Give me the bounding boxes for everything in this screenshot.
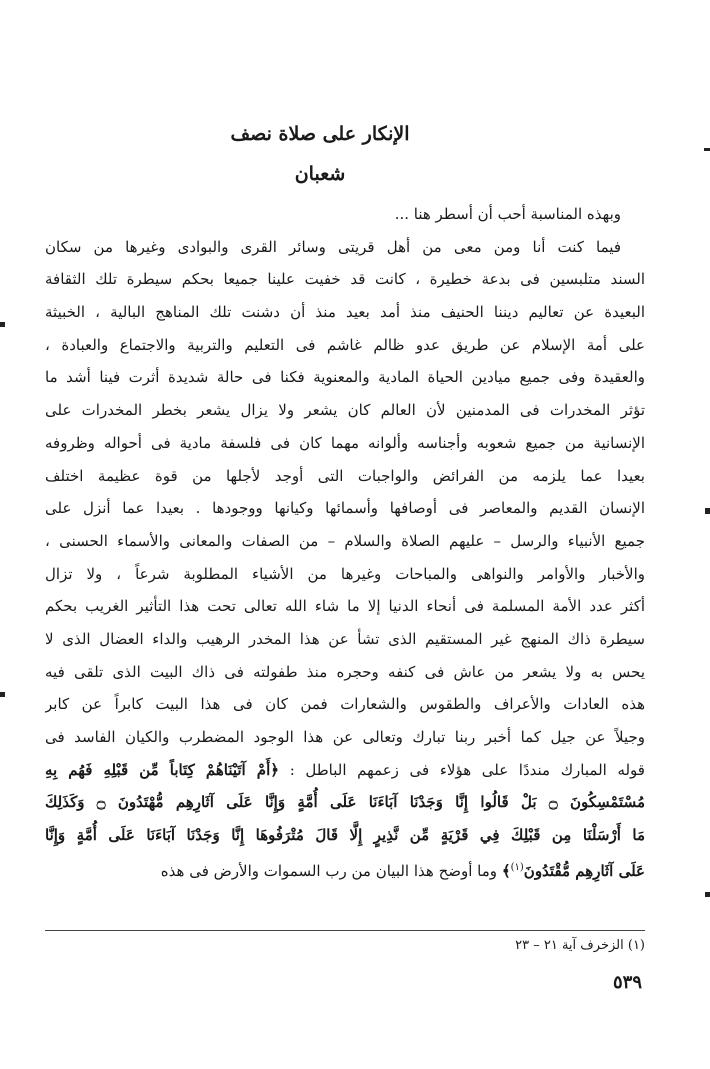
page-title: الإنكار على صلاة نصف (230, 123, 410, 145)
footnote-divider (45, 930, 645, 931)
body-text (45, 198, 645, 884)
text-line: والأخبار والأوامر والنواهى والمباحات وغيرها من الأشياء المطلوبة شرعاً ، ولا تزال (45, 564, 645, 583)
text-line: على أمة الإسلام عن طريق عدو ظالم غاشم فى التعليم والتربية والاجتماع والعبادة ، (45, 335, 645, 354)
text-line: بعيدا عما يلزمه من الفرائض والواجبات التى أوجد لأجلها من قوة عظيمة اختلف (45, 466, 645, 485)
quran-verse-start: ﴿أَمْ آتَيْنَاهُمْ كِتَاباً مِّن قَبْلِهِ فَهُم بِهِ (45, 760, 280, 779)
text-line: سيطرة ذاك المنهج غير المستقيم الذى تشأ عن هذا المخدر الرهيب والداء العضال الذى لا (45, 629, 645, 648)
text-line: الإنسانية من جميع شعوبه وأجناسه وألوانه مهما كان فى فلسفة مادية فى أحواله وظروفه (45, 433, 645, 452)
text-line: هذه العادات والأعراف والطقوس والشعارات فمن كان فى هذا البيت كابراً عن كابر (45, 695, 645, 714)
text-line: والعقيدة وفى جميع ميادين الحياة المادية والمعنوية فكنا فى حالة شديدة أثرت فينا أشد ما (45, 368, 645, 387)
scan-edge-mark (705, 892, 710, 897)
quran-verse-line: مَا أَرْسَلْنَا مِن قَبْلِكَ فِي قَرْيَةٍ مِّن نَّذِيرٍ إِلَّا قَالَ مُتْرَفُوهَا إِنَّا وَجَدْنَا آبَاءَنَا عَلَى أُمَّةٍ وَإِنَّا (45, 826, 645, 845)
text-line: السند متلبسين فى بدعة خطيرة ، كانت قد خفيت علينا جميعا بحكم سيطرة تلك الثقافة (45, 270, 645, 289)
text-line: جميع الأنبياء والرسل – عليهم الصلاة والسلام – من الصفات والمعانى والأسماء الحسنى ، (45, 531, 645, 550)
quran-verse-line: مُسْتَمْسِكُونَ ۝ بَلْ قَالُوا إِنَّا وَجَدْنَا آبَاءَنَا عَلَى أُمَّةٍ وَإِنَّا عَلَى آثَارِهِم مُّهْتَدُونَ ۝ وَكَذَلِكَ (45, 793, 645, 812)
quran-close-bracket: ﴾ (501, 861, 511, 880)
text-line: يحس به ولا يشعر من عاش فى كنفه وحجره منذ طفولته فى ذاك البيت الذى تلقى فيه (45, 662, 645, 681)
page-subtitle: شعبان (294, 163, 346, 185)
quran-verse-end: عَلَى آثَارِهِم مُّقْتَدُونَ (523, 861, 645, 880)
text-fragment: قوله المبارك منددًا على هؤلاء فى زعمهم الباطل : (289, 760, 645, 779)
scan-edge-mark (0, 322, 5, 327)
scan-edge-mark (0, 692, 5, 697)
scan-edge-mark (705, 508, 710, 514)
scan-edge-mark (704, 148, 710, 151)
text-line (45, 852, 645, 885)
text-line: الإنسان القديم والمعاصر فى أوصافها وأسمائها وكيانها ووجودها . بعيدا عما أنزل على (45, 499, 645, 518)
footnote-reference[interactable]: (١) (510, 861, 524, 873)
text-line (45, 754, 645, 787)
page-number: ٥٣٩ (612, 972, 642, 993)
footnote: (١) الزخرف آية ٢١ – ٢٣ (515, 938, 645, 953)
text-line: فيما كنت أنا ومن معى من أهل قريتى وسائر القرى والبوادى وغيرها من سكان (45, 237, 621, 256)
text-line: أكثر عدد الأمة المسلمة فى أنحاء الدنيا إلا ما شاء الله تعالى تحت هذا التأثير الغريب بحكم (45, 597, 645, 616)
text-line: تؤثر المخدرات فى المدمنين لأن العالم كان يشعر ولا يزال يشعر بخطر المخدرات على (45, 401, 645, 420)
text-line: البعيدة عن تعاليم ديننا الحنيف منذ أمد بعيد منذ أن دشنت تلك المناهج البالية ، الخبيثة (45, 303, 645, 322)
text-line: وبهذه المناسبة أحب أن أسطر هنا ... (394, 205, 621, 223)
text-line: وجيلاً عن جيل كما أخبر ربنا تبارك وتعالى عن هذا الوجود المضطرب والكيان الفاسد فى (45, 728, 645, 746)
text-fragment: وما أوضح هذا البيان من رب السموات والأرض فى هذه (160, 861, 498, 880)
